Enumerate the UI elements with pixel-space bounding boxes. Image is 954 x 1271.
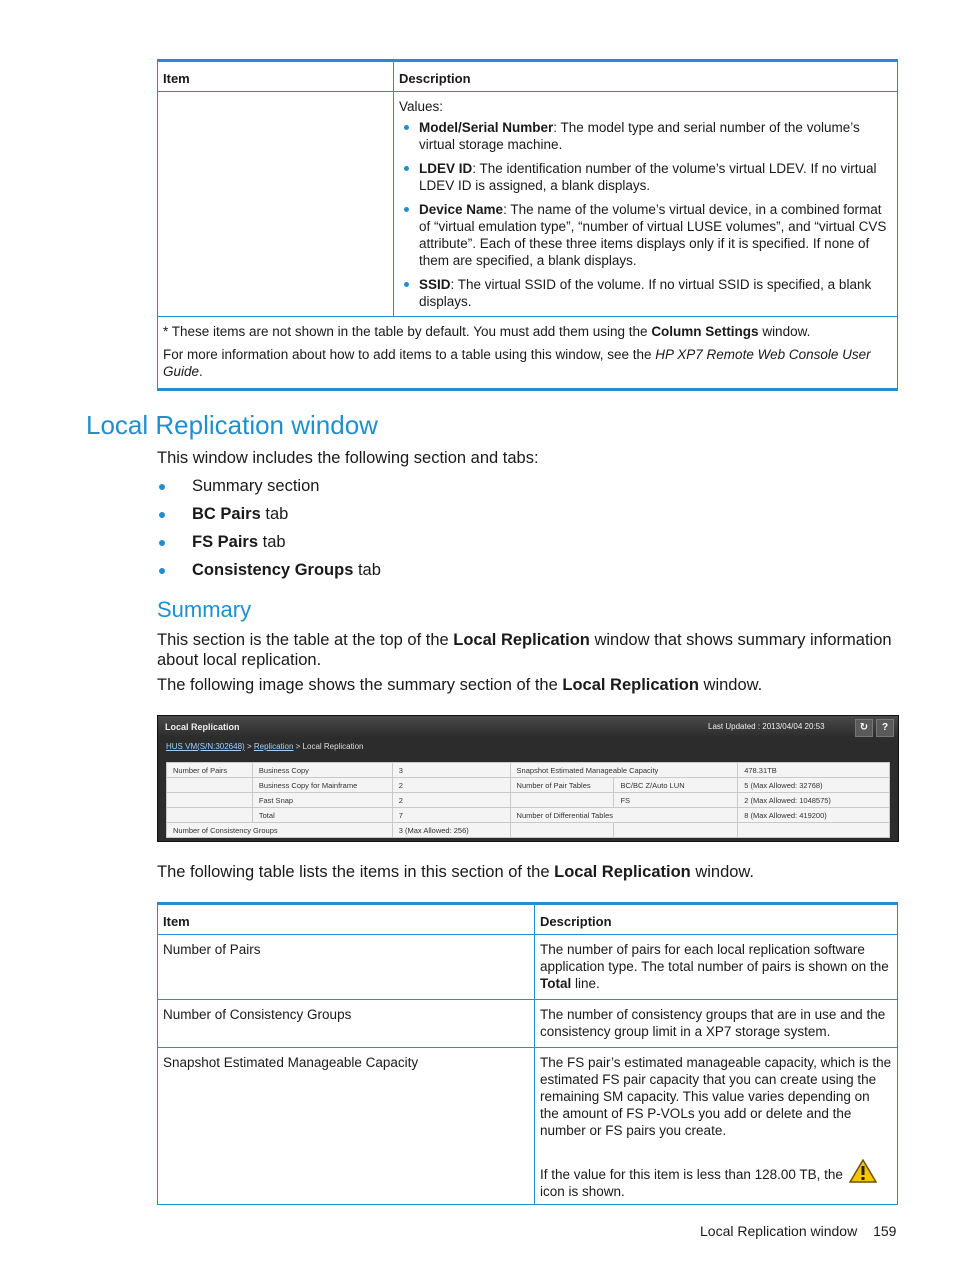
list-item: LDEV ID: The identification number of the volume’s virtual LDEV. If no virtual LDEV ID is assigned, a blank displays.: [419, 160, 892, 194]
summary-heading: Summary: [157, 597, 252, 622]
item-header: Item: [158, 61, 394, 92]
screenshot-title: Local Replication: [165, 722, 240, 732]
column-settings-note: * These items are not shown in the table by default. You must add them using the Column Settings window.: [163, 324, 811, 339]
summary-ui-table: [166, 762, 890, 838]
warning-icon: [849, 1159, 877, 1183]
page-footer: [700, 1223, 896, 1239]
values-label: Values:: [399, 99, 444, 114]
values-list: [399, 119, 892, 310]
table-row: Total 7 Number of Differential Tables 8 (Max Allowed: 419200): [167, 808, 890, 823]
description-cell: The FS pair’s estimated manageable capacity, which is the estimated FS pair capacity that you can create using the remaining SM capacity. This value varies depending on the amount of FS P-VOLs you add or delete and the number or FS pairs you create. If the value for this item is less than 128.00 TB, the icon is shown.: [535, 1048, 898, 1205]
list-item-fs-pairs: FS Pairs tab: [192, 528, 381, 556]
values-cell: [394, 92, 898, 317]
user-guide-link[interactable]: HP XP7 Remote Web Console User Guide: [163, 347, 871, 379]
table-note: [158, 317, 898, 390]
footer-label: Local Replication window: [700, 1223, 858, 1239]
section-title: Local Replication window: [86, 410, 378, 440]
item-cell: Number of Pairs: [158, 935, 535, 1000]
list-item-summary: Summary section: [192, 472, 381, 500]
refresh-icon[interactable]: ↻: [855, 719, 873, 737]
table-row: Number of Consistency Groups 3 (Max Allowed: 256): [167, 823, 890, 838]
table-row: [158, 935, 898, 1000]
table-row: Fast Snap 2 FS 2 (Max Allowed: 1048575): [167, 793, 890, 808]
section-list: [157, 472, 381, 584]
breadcrumb-storage-link[interactable]: HUS VM(S/N:302648): [166, 742, 245, 751]
user-guide-note: For more information about how to add items to a table using this window, see the HP XP7 Remote Web Console User Guide.: [163, 347, 871, 379]
section-intro: This window includes the following section and tabs:: [157, 449, 539, 467]
description-header: Description: [394, 61, 898, 92]
summary-paragraph-2: The following image shows the summary section of the Local Replication window.: [157, 676, 763, 694]
description-cell: The number of pairs for each local replication software application type. The total number of pairs is shown on the Total line.: [535, 935, 898, 1000]
description-cell: The number of consistency groups that are in use and the consistency group limit in a XP7 storage system.: [535, 1000, 898, 1048]
summary-items-table: [157, 902, 898, 1205]
screenshot-breadcrumb: HUS VM(S/N:302648) > Replication > Local Replication: [166, 742, 364, 751]
list-item: Model/Serial Number: The model type and serial number of the volume’s virtual storage machine.: [419, 119, 892, 153]
table-row: [158, 1048, 898, 1205]
page-number: 159: [873, 1223, 897, 1239]
list-item: Device Name: The name of the volume’s virtual device, in a combined format of “virtual emulation type”, “number of virtual LUSE volumes”, and “virtual CVS attribute”. Each of these three items displays only if it is specified. If none of them are specified, a blank displays.: [419, 201, 892, 269]
description-header: Description: [535, 904, 898, 935]
item-cell: Number of Consistency Groups: [158, 1000, 535, 1048]
values-table: [157, 59, 898, 391]
list-item-consistency-groups: Consistency Groups tab: [192, 556, 381, 584]
summary-paragraph-1: This section is the table at the top of the Local Replication window that shows summary information about local replication.: [157, 631, 892, 669]
breadcrumb-replication-link[interactable]: Replication: [253, 742, 294, 751]
warning-note: If the value for this item is less than 128.00 TB, the icon is shown.: [540, 1159, 892, 1200]
table-row: Business Copy for Mainframe 2 Number of Pair Tables BC/BC Z/Auto LUN 5 (Max Allowed: 32768): [167, 778, 890, 793]
list-item-bc-pairs: BC Pairs tab: [192, 500, 381, 528]
local-replication-screenshot: [157, 715, 899, 842]
screenshot-header: [158, 716, 898, 738]
empty-item-cell: [158, 92, 394, 317]
last-updated: Last Updated : 2013/04/04 20:53: [708, 722, 825, 731]
table-row: [158, 1000, 898, 1048]
item-cell: Snapshot Estimated Manageable Capacity: [158, 1048, 535, 1205]
list-item: SSID: The virtual SSID of the volume. If no virtual SSID is specified, a blank displays.: [419, 276, 892, 310]
summary-paragraph-3: The following table lists the items in this section of the Local Replication window.: [157, 863, 755, 881]
item-header: Item: [158, 904, 535, 935]
table-row: Number of Pairs Business Copy 3 Snapshot Estimated Manageable Capacity 478.31TB: [167, 763, 890, 778]
help-icon[interactable]: ?: [876, 719, 894, 737]
